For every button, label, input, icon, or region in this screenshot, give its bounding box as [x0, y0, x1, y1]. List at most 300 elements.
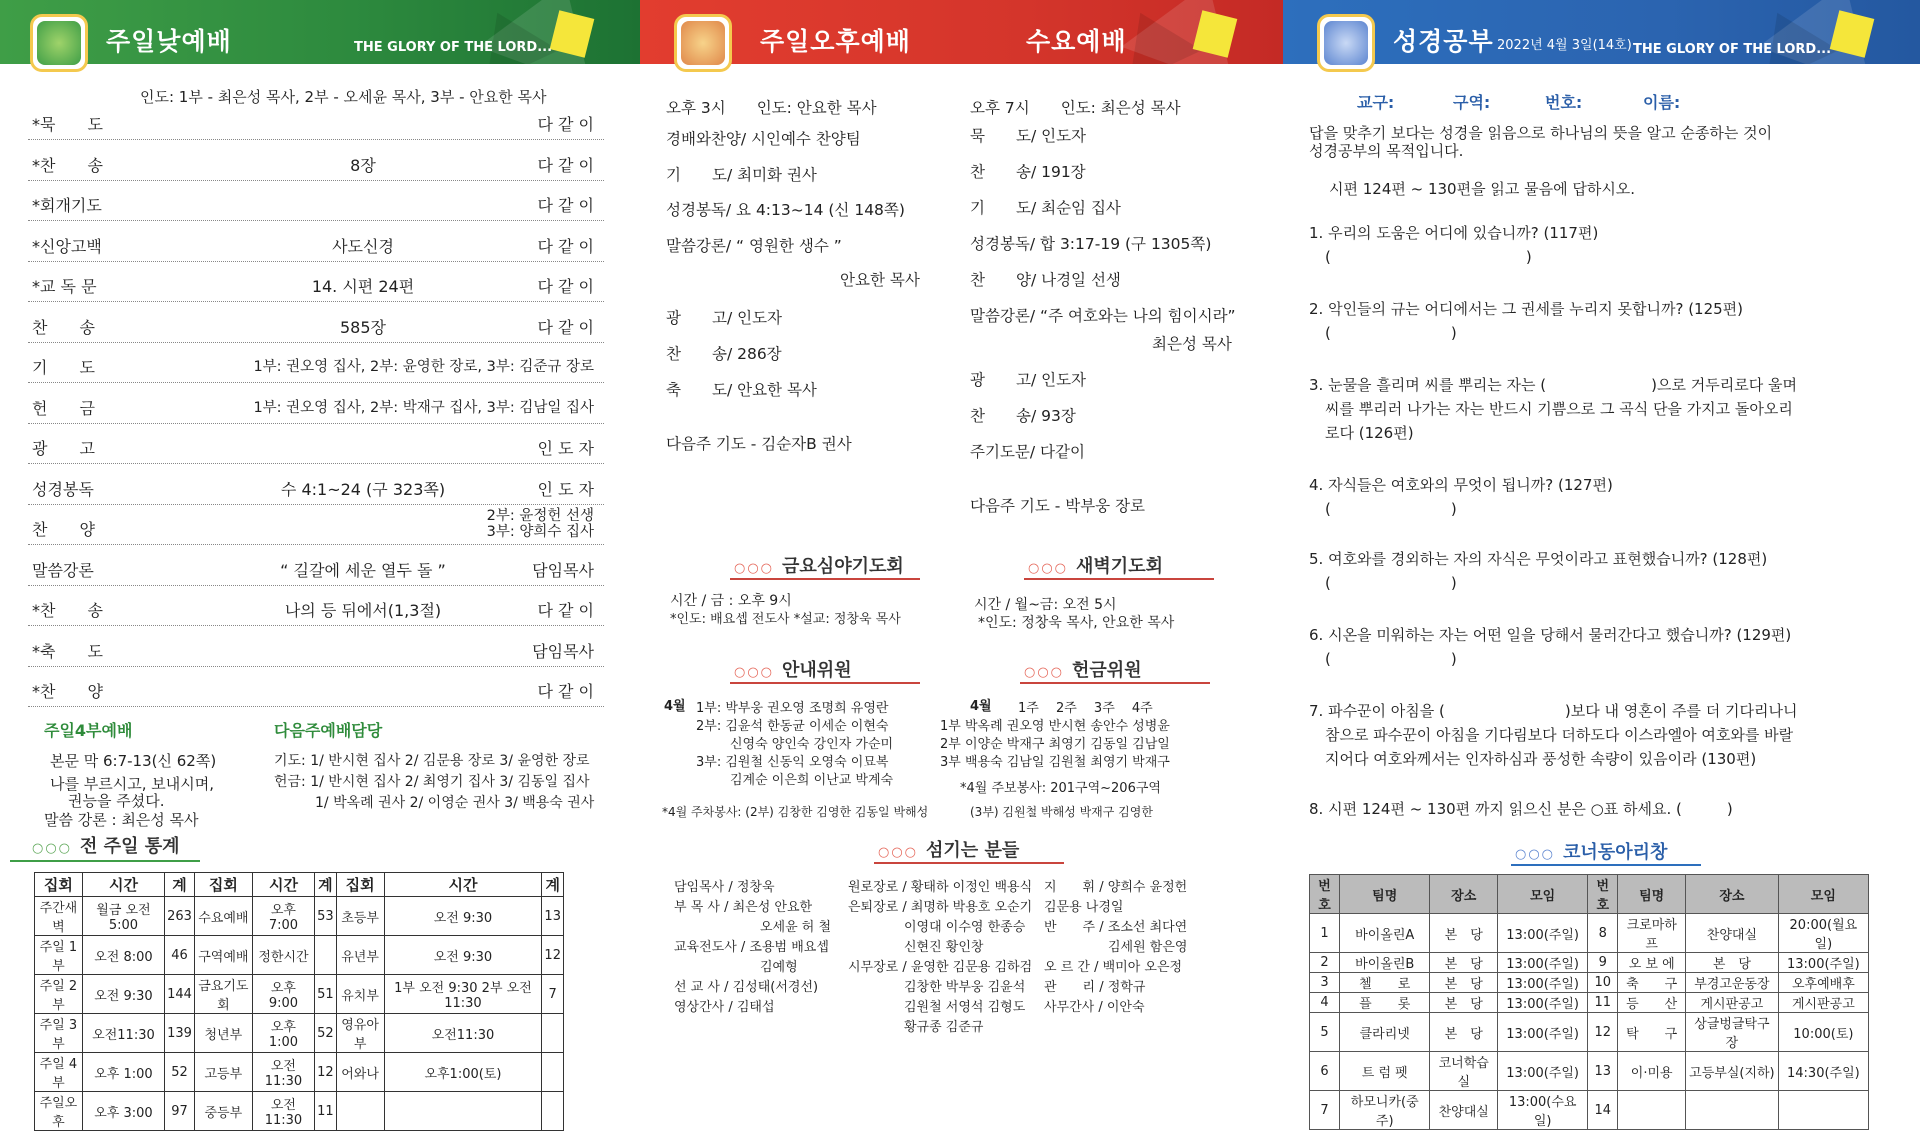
- order-row: [28, 224, 604, 262]
- next-week-offering1: 헌금: 1/ 반시현 집사 2/ 최영기 집사 3/ 김동일 집사: [274, 774, 590, 790]
- club-cell: [1686, 1091, 1779, 1130]
- stats-cell: 오후 1:00: [252, 1014, 314, 1053]
- club-header-cell: 장소: [1430, 875, 1498, 914]
- club-cell: 탁 구: [1618, 1013, 1686, 1052]
- stats-cell: 오전 9:30: [82, 975, 164, 1014]
- club-cell: 7: [1310, 1091, 1340, 1130]
- stats-header-cell: 계: [165, 873, 195, 897]
- stats-cell: 정한시간: [252, 936, 314, 975]
- offering-weeks: 1주 2주 3주 4주: [1018, 701, 1153, 716]
- wednesday-line: 찬 송/ 93장: [970, 407, 1076, 425]
- stats-cell: 청년부: [194, 1014, 252, 1053]
- club-cell: 플 롯: [1340, 993, 1430, 1013]
- stats-header-cell: 집회: [194, 873, 252, 897]
- order-row: [28, 507, 604, 545]
- stats-header-cell: 시간: [82, 873, 164, 897]
- order-leader: 1부: 권오영 집사, 2부: 박재구 집사, 3부: 김남일 집사: [253, 399, 594, 416]
- friday-time: 시간 / 금 : 오후 9시: [670, 593, 792, 609]
- club-cell: 11: [1588, 993, 1618, 1013]
- offering-line1: 1부 박옥례 권오영 반시현 송안수 성병윤: [940, 719, 1170, 734]
- club-table: [1309, 874, 1869, 1130]
- question-text: 1. 우리의 도움은 어디에 있습니까? (117편): [1309, 224, 1599, 242]
- stats-cell: 오전 8:00: [82, 936, 164, 975]
- order-row: [28, 629, 604, 667]
- stats-header-cell: 집회: [336, 873, 384, 897]
- club-header-cell: 장소: [1686, 875, 1779, 914]
- club-cell: 13:00(주일): [1498, 953, 1588, 973]
- order-row: [28, 345, 604, 383]
- order-row: [28, 264, 604, 302]
- question-text: 6. 시온을 미워하는 자는 어떤 일을 당해서 물러간다고 했습니까? (129편): [1309, 626, 1792, 644]
- usher-line1: 1부: 박부웅 권오영 조명희 유영란: [696, 701, 889, 716]
- stats-cell: 51: [315, 975, 337, 1014]
- staff-line: 반 주 / 조소선 최다연: [1044, 920, 1188, 935]
- club-cell: 코너학습실: [1430, 1052, 1498, 1091]
- order-row: [28, 426, 604, 464]
- offering-line2: 2부 이양순 박재구 최영기 김동일 김남일: [940, 737, 1170, 752]
- wednesday-line: 다음주 기도 - 박부웅 장로: [970, 497, 1146, 515]
- intro-line1: 답을 맞추기 보다는 성경을 읽음으로 하나님의 뜻을 알고 순종하는 것이: [1309, 124, 1773, 142]
- afternoon-banner: [640, 0, 1283, 64]
- order-item: 찬 양: [32, 520, 95, 539]
- club-cell: 찬양대실: [1686, 914, 1779, 953]
- stats-cell: 어와나: [336, 1053, 384, 1092]
- usher-title: ○○○ 안내위원: [734, 660, 852, 681]
- afternoon-wednesday-column: [640, 0, 1283, 1061]
- next-week-title: 다음주예배담당: [274, 721, 383, 740]
- order-item: 말씀강론: [32, 560, 94, 580]
- stats-cell: 유년부: [336, 936, 384, 975]
- order-leader: 1부: 권오영 집사, 2부: 윤영한 장로, 3부: 김준규 장로: [253, 359, 594, 375]
- banner-slogan: THE GLORY OF THE LORD...: [354, 40, 553, 55]
- stats-header-cell: 시간: [252, 873, 314, 897]
- banner-slogan-3: THE GLORY OF THE LORD...: [1633, 42, 1832, 57]
- stats-cell: 주일오후: [35, 1092, 83, 1131]
- stats-cell: 오전11:30: [252, 1092, 314, 1131]
- club-header-cell: 팀명: [1340, 875, 1430, 914]
- stats-cell: 12: [542, 936, 564, 975]
- club-cell: 10: [1588, 973, 1618, 993]
- hydrangea-logo-icon: [1317, 14, 1375, 72]
- question-text: 8. 시편 124편 ~ 130편 까지 읽으신 분은 ○표 하세요. ( ): [1309, 800, 1733, 818]
- student-field-label: 교구:: [1357, 93, 1395, 112]
- usher-line3: 신영숙 양인숙 강인자 가순미: [730, 737, 894, 752]
- stats-cell: 중등부: [194, 1092, 252, 1131]
- order-content: 585장: [340, 317, 386, 337]
- order-item: *찬 양: [32, 682, 103, 701]
- order-content: 수 4:1~24 (구 323쪽): [280, 479, 446, 499]
- staff-line: 시무장로 / 윤영한 김문용 김하검: [848, 960, 1033, 975]
- question-answer: 씨를 뿌리러 나가는 자는 반드시 기쁨으로 그 곡식 단을 가지고 돌아오리: [1325, 400, 1793, 418]
- staff-line: 담임목사 / 정창욱: [674, 880, 775, 895]
- afternoon-line: 오후 3시 인도: 안요한 목사: [666, 99, 877, 117]
- question-text: 3. 눈물을 흘리며 씨를 뿌리는 자는 ( )으로 거두리로다 울며: [1309, 376, 1797, 394]
- stats-cell: 7: [542, 975, 564, 1014]
- afternoon-line: 광 고/ 인도자: [666, 309, 783, 327]
- stats-cell: 구역예배: [194, 936, 252, 975]
- question-answer: 참으로 파수꾼이 아침을 기다림보다 더하도다 이스라엘아 여호와를 바랄: [1325, 726, 1794, 744]
- order-content: 8장: [350, 155, 376, 175]
- stats-cell: 수요예배: [194, 897, 252, 936]
- afternoon-line: 기 도/ 최미화 권사: [666, 166, 817, 184]
- wednesday-line: 오후 7시 인도: 최은성 목사: [970, 99, 1181, 117]
- question-text: 5. 여호와를 경외하는 자의 자식은 무엇이라고 표현했습니까? (128편): [1309, 550, 1768, 568]
- order-leader: 다 같 이: [537, 236, 594, 256]
- stats-cell: 금요기도회: [194, 975, 252, 1014]
- question-text: 7. 파수꾼이 아침을 ( )보다 내 영혼이 주를 더 기다리나니: [1309, 702, 1798, 720]
- wednesday-line: 찬 송/ 191장: [970, 163, 1086, 181]
- stats-cell: 53: [315, 897, 337, 936]
- staff-line: 신현진 황인창: [904, 940, 984, 955]
- stats-cell: 52: [315, 1014, 337, 1053]
- stats-cell: 오전 9:30: [384, 936, 542, 975]
- club-cell: 10:00(토): [1778, 1013, 1868, 1052]
- club-cell: 20:00(월요일): [1778, 914, 1868, 953]
- order-leader: 다 같 이: [537, 155, 594, 175]
- order-leader: 다 같 이: [537, 317, 594, 337]
- order-item: *찬 송: [32, 601, 103, 620]
- bulletin-date: 2022년 4월 3일(14호): [1497, 38, 1632, 53]
- order-row: [28, 669, 604, 707]
- stats-cell: 12: [315, 1053, 337, 1092]
- fourth-service-preacher: 말씀 강론 : 최은성 목사: [44, 811, 199, 829]
- bulletin-service: *4월 주보봉사: 201구역~206구역: [960, 781, 1161, 796]
- staff-line: 오 르 간 / 백미아 오은정: [1044, 960, 1183, 975]
- question-answer: ( ): [1325, 324, 1457, 342]
- service-leaders: 인도: 1부 - 최은성 목사, 2부 - 오세윤 목사, 3부 - 안요한 목사: [140, 88, 547, 106]
- question-continued: 로다 (126편): [1325, 424, 1414, 442]
- offering-month: 4월: [970, 699, 992, 714]
- order-leader: 인 도 자: [537, 439, 594, 458]
- club-cell: 14: [1588, 1091, 1618, 1130]
- club-title: ○○○ 코너동아리창: [1515, 842, 1668, 863]
- club-cell: 본 당: [1430, 1013, 1498, 1052]
- dawn-time: 시간 / 월~금: 오전 5시: [974, 597, 1117, 613]
- club-header-cell: 모임: [1498, 875, 1588, 914]
- club-cell: 13:00(주일): [1498, 914, 1588, 953]
- wednesday-line: 묵 도/ 인도자: [970, 127, 1087, 145]
- stats-cell: 144: [165, 975, 195, 1014]
- club-cell: 본 당: [1686, 953, 1779, 973]
- stats-header-cell: 집회: [35, 873, 83, 897]
- staff-line: 황규종 김준규: [904, 1020, 984, 1035]
- stats-title: ○○○ 전 주일 통계: [32, 836, 180, 857]
- question-answer: ( ): [1325, 248, 1532, 266]
- sunday-morning-column: [0, 0, 640, 1130]
- wednesday-line: 말씀강론/ “주 여호와는 나의 힘이시라”: [970, 307, 1236, 325]
- club-cell: 2: [1310, 953, 1340, 973]
- dawn-leaders: *인도: 정창욱 목사, 안요한 목사: [978, 615, 1175, 631]
- wednesday-line: 광 고/ 인도자: [970, 371, 1087, 389]
- fourth-service-text: 본문 막 6:7-13(신 62쪽): [50, 752, 217, 770]
- club-cell: 13:00(수요일): [1498, 1091, 1588, 1130]
- club-cell: 본 당: [1430, 973, 1498, 993]
- staff-line: 원로장로 / 황태하 이정인 백용식: [848, 880, 1033, 895]
- stats-cell: 주일 3부: [35, 1014, 83, 1053]
- club-cell: 게시판공고: [1778, 993, 1868, 1013]
- staff-line: 김원철 서영석 김형도: [904, 1000, 1026, 1015]
- order-leader: 다 같 이: [537, 277, 594, 296]
- order-content: 사도신경: [332, 236, 394, 256]
- usher-line4: 3부: 김원철 신동익 오영숙 이묘복: [696, 755, 889, 770]
- club-cell: [1778, 1091, 1868, 1130]
- question-text: 2. 악인들의 규는 어디에서는 그 권세를 누리지 못합니까? (125편): [1309, 300, 1744, 318]
- club-cell: 12: [1588, 1013, 1618, 1052]
- staff-line: 사무간사 / 이안숙: [1044, 1000, 1145, 1015]
- next-week-prayer: 기도: 1/ 반시현 집사 2/ 김문용 장로 3/ 윤영한 장로: [274, 753, 590, 769]
- club-cell: 6: [1310, 1052, 1340, 1091]
- stats-cell: [384, 1092, 542, 1131]
- club-cell: 본 당: [1430, 993, 1498, 1013]
- stats-header-cell: 계: [315, 873, 337, 897]
- club-cell: 1: [1310, 914, 1340, 953]
- stats-cell: 11: [315, 1092, 337, 1131]
- order-row: [28, 588, 604, 626]
- club-cell: 이·미용: [1618, 1052, 1686, 1091]
- staff-title: ○○○ 섬기는 분들: [878, 840, 1020, 861]
- order-leader: 다 같 이: [537, 115, 594, 134]
- stats-cell: 오전11:30: [384, 1014, 542, 1053]
- club-cell: 본 당: [1430, 953, 1498, 973]
- wednesday-line: 최은성 목사: [1152, 335, 1232, 353]
- order-item: *묵 도: [32, 115, 103, 134]
- stats-cell: 오전11:30: [82, 1014, 164, 1053]
- stats-cell: 오전 9:30: [384, 897, 542, 936]
- club-cell: 13: [1588, 1052, 1618, 1091]
- club-cell: 본 당: [1430, 914, 1498, 953]
- order-item: 광 고: [32, 439, 95, 458]
- afternoon-line: 성경봉독/ 요 4:13~14 (신 148쪽): [666, 201, 905, 219]
- order-item: *교 독 문: [32, 277, 97, 296]
- club-cell: 3: [1310, 973, 1340, 993]
- wednesday-line: 주기도문/ 다같이: [970, 443, 1085, 461]
- staff-line: 김창한 박부웅 김윤석: [904, 980, 1026, 995]
- stats-cell: 초등부: [336, 897, 384, 936]
- stats-cell: 영유아부: [336, 1014, 384, 1053]
- order-leader: 인 도 자: [537, 479, 594, 499]
- dawn-prayer-title: ○○○ 새벽기도회: [1028, 556, 1163, 577]
- club-cell: 바이올린B: [1340, 953, 1430, 973]
- club-cell: 13:00(주일): [1498, 1013, 1588, 1052]
- order-row: [28, 386, 604, 424]
- club-header-cell: 번호: [1588, 875, 1618, 914]
- stats-cell: [542, 1092, 564, 1131]
- stats-cell: 고등부: [194, 1053, 252, 1092]
- club-cell: 트 럼 펫: [1340, 1052, 1430, 1091]
- club-cell: 고등부실(지하): [1686, 1052, 1779, 1091]
- order-leader: 다 같 이: [537, 196, 594, 215]
- order-row: [28, 548, 604, 586]
- stats-cell: 오후1:00(토): [384, 1053, 542, 1092]
- flower-logo-icon: [674, 14, 732, 72]
- club-header-cell: 모임: [1778, 875, 1868, 914]
- order-item: *신앙고백: [32, 236, 102, 256]
- staff-line: 영상간사 / 김태섭: [674, 1000, 775, 1015]
- stats-cell: [315, 936, 337, 975]
- order-leader: 담임목사: [532, 641, 594, 661]
- club-cell: 13:00(주일): [1498, 993, 1588, 1013]
- student-field-label: 번호:: [1545, 93, 1583, 112]
- club-cell: 13:00(주일): [1498, 1052, 1588, 1091]
- stats-cell: 139: [165, 1014, 195, 1053]
- offering-committee-title: ○○○ 헌금위원: [1024, 660, 1142, 681]
- afternoon-title: 주일오후예배: [760, 27, 911, 56]
- question-text: 4. 자식들은 여호와의 무엇이 됩니까? (127편): [1309, 476, 1613, 494]
- instruction: 시편 124편 ~ 130편을 읽고 물음에 답하시오.: [1329, 180, 1636, 198]
- student-field-label: 이름:: [1643, 93, 1681, 112]
- order-content: 14. 시편 24편: [311, 277, 415, 296]
- afternoon-line: 경배와찬양/ 시인예수 찬양팀: [666, 130, 861, 148]
- club-cell: 4: [1310, 993, 1340, 1013]
- fourth-service-song2: 권능을 주셨다.: [68, 792, 165, 810]
- wednesday-line: 성경봉독/ 합 3:17-19 (구 1305쪽): [970, 235, 1212, 253]
- parking-service2: (3부) 김원철 박해성 박재구 김영한: [970, 805, 1153, 819]
- staff-line: 김예형: [760, 960, 798, 975]
- fourth-service-song1: 나를 부르시고, 보내시며,: [50, 775, 214, 793]
- club-cell: 바이올린A: [1340, 914, 1430, 953]
- usher-month: 4월: [664, 699, 686, 714]
- wednesday-title: 수요예배: [1026, 27, 1127, 56]
- intro-line2: 성경공부의 목적입니다.: [1309, 142, 1464, 160]
- usher-line5: 김계순 이은희 이난교 박계숙: [730, 773, 894, 788]
- staff-line: 오세윤 허 철: [760, 920, 832, 935]
- staff-line: 관 리 / 정학규: [1044, 980, 1146, 995]
- staff-line: 김문용 나경일: [1044, 900, 1124, 915]
- order-row: [28, 305, 604, 343]
- staff-line: 지 휘 / 양희수 윤정헌: [1044, 880, 1188, 895]
- order-item: 기 도: [32, 358, 95, 377]
- friday-leaders: *인도: 배요셉 전도사 *설교: 정창욱 목사: [670, 612, 901, 627]
- club-cell: 게시판공고: [1686, 993, 1779, 1013]
- order-item: *찬 송: [32, 155, 103, 175]
- sunday-morning-title: 주일낮예배: [106, 27, 232, 56]
- staff-line: 부 목 사 / 최은성 안요한: [674, 900, 813, 915]
- club-cell: 5: [1310, 1013, 1340, 1052]
- stats-cell: 263: [165, 897, 195, 936]
- student-field-label: 구역:: [1453, 93, 1491, 112]
- club-cell: 등 산: [1618, 993, 1686, 1013]
- stats-cell: [542, 1014, 564, 1053]
- club-cell: 9: [1588, 953, 1618, 973]
- staff-line: 은퇴장로 / 최명하 박용호 오순기: [848, 900, 1033, 915]
- club-cell: 크로마하프: [1618, 914, 1686, 953]
- fourth-service-title: 주일4부예배: [44, 721, 133, 740]
- club-cell: 하모니카(중주): [1340, 1091, 1430, 1130]
- order-content: “ 길갈에 세운 열두 돌 ”: [280, 560, 446, 580]
- stats-cell: 주간새벽: [35, 897, 83, 936]
- club-cell: 축 구: [1618, 973, 1686, 993]
- staff-line: 김세원 함은영: [1108, 940, 1188, 955]
- order-item: 헌 금: [32, 398, 95, 418]
- bible-study-banner: [1283, 0, 1920, 64]
- bible-study-column: [1283, 0, 1920, 1129]
- next-week-offering2: 1/ 박옥례 권사 2/ 이영순 권사 3/ 백용숙 권사: [315, 795, 595, 811]
- afternoon-line: 안요한 목사: [840, 271, 920, 289]
- stats-cell: 주일 4부: [35, 1053, 83, 1092]
- question-answer: ( ): [1325, 574, 1457, 592]
- staff-line: 선 교 사 / 김성태(서경선): [674, 980, 819, 995]
- club-cell: 오후예배후: [1778, 973, 1868, 993]
- club-header-cell: 번호: [1310, 875, 1340, 914]
- club-cell: 13:00(주일): [1498, 973, 1588, 993]
- bible-study-title: 성경공부: [1393, 27, 1494, 56]
- question-answer: ( ): [1325, 500, 1457, 518]
- order-item: 찬 송: [32, 317, 95, 337]
- stats-cell: 오후 7:00: [252, 897, 314, 936]
- parking-service: *4월 주차봉사: (2부) 김창한 김영한 김동일 박해성: [662, 805, 929, 819]
- stats-cell: 월금 오전 5:00: [82, 897, 164, 936]
- order-row: [28, 102, 604, 140]
- sunday-morning-banner: [0, 0, 640, 64]
- leaf-logo-icon: [30, 14, 88, 72]
- stats-header-cell: 계: [542, 873, 564, 897]
- order-row: [28, 467, 604, 505]
- stats-cell: 유치부: [336, 975, 384, 1014]
- order-item: *회개기도: [32, 196, 102, 215]
- club-cell: 찬양대실: [1430, 1091, 1498, 1130]
- order-leader: 다 같 이: [537, 682, 594, 701]
- order-leader: 2부: 윤정헌 선생 3부: 양희수 집사: [486, 508, 594, 540]
- club-cell: 13:00(주일): [1778, 953, 1868, 973]
- stats-cell: [542, 1053, 564, 1092]
- order-leader: 다 같 이: [537, 601, 594, 620]
- stats-cell: 52: [165, 1053, 195, 1092]
- stats-cell: 97: [165, 1092, 195, 1131]
- order-item: 성경봉독: [32, 479, 94, 499]
- stats-cell: 오후 3:00: [82, 1092, 164, 1131]
- question-answer: ( ): [1325, 650, 1457, 668]
- order-item: *축 도: [32, 641, 103, 661]
- usher-line2: 2부: 김윤석 한동균 이세순 이현숙: [696, 719, 889, 734]
- stats-cell: 오전11:30: [252, 1053, 314, 1092]
- club-cell: 상글벙글탁구장: [1686, 1013, 1779, 1052]
- stats-cell: [336, 1092, 384, 1131]
- club-cell: 14:30(주일): [1778, 1052, 1868, 1091]
- stats-cell: 오후 1:00: [82, 1053, 164, 1092]
- wednesday-line: 찬 양/ 나경일 선생: [970, 271, 1121, 289]
- stats-cell: 오후 9:00: [252, 975, 314, 1014]
- club-cell: 8: [1588, 914, 1618, 953]
- club-cell: 부경고운동장: [1686, 973, 1779, 993]
- afternoon-line: 찬 송/ 286장: [666, 345, 782, 363]
- wednesday-line: 기 도/ 최순임 집사: [970, 199, 1121, 217]
- stats-header-cell: 시간: [384, 873, 542, 897]
- friday-prayer-title: ○○○ 금요심야기도회: [734, 556, 904, 577]
- afternoon-line: 말씀강론/ “ 영원한 생수 ”: [666, 237, 842, 255]
- afternoon-line: 다음주 기도 - 김순자B 권사: [666, 435, 852, 453]
- club-header-cell: 팀명: [1618, 875, 1686, 914]
- club-cell: 오 보 에: [1618, 953, 1686, 973]
- stats-cell: 주일 1부: [35, 936, 83, 975]
- stats-cell: 13: [542, 897, 564, 936]
- stats-table: [34, 872, 564, 1131]
- stats-cell: 46: [165, 936, 195, 975]
- order-row: [28, 143, 604, 181]
- club-cell: 클라리넷: [1340, 1013, 1430, 1052]
- staff-line: 이영대 이수영 한종승: [904, 920, 1026, 935]
- stats-cell: 주일 2부: [35, 975, 83, 1014]
- question-continued: 지어다 여호와께서는 인자하심과 풍성한 속량이 있음이라 (130편): [1325, 750, 1757, 768]
- club-cell: [1618, 1091, 1686, 1130]
- order-leader: 담임목사: [532, 560, 594, 580]
- order-row: [28, 183, 604, 221]
- club-cell: 첼 로: [1340, 973, 1430, 993]
- afternoon-line: 축 도/ 안요한 목사: [666, 381, 817, 399]
- stats-cell: 1부 오전 9:30 2부 오전 11:30: [384, 975, 542, 1014]
- order-content: 나의 등 뒤에서(1,3절): [284, 601, 442, 620]
- offering-line3: 3부 백용숙 김남일 김원철 최영기 박재구: [940, 755, 1170, 770]
- staff-line: 교육전도사 / 조용범 배요셉: [674, 940, 829, 955]
